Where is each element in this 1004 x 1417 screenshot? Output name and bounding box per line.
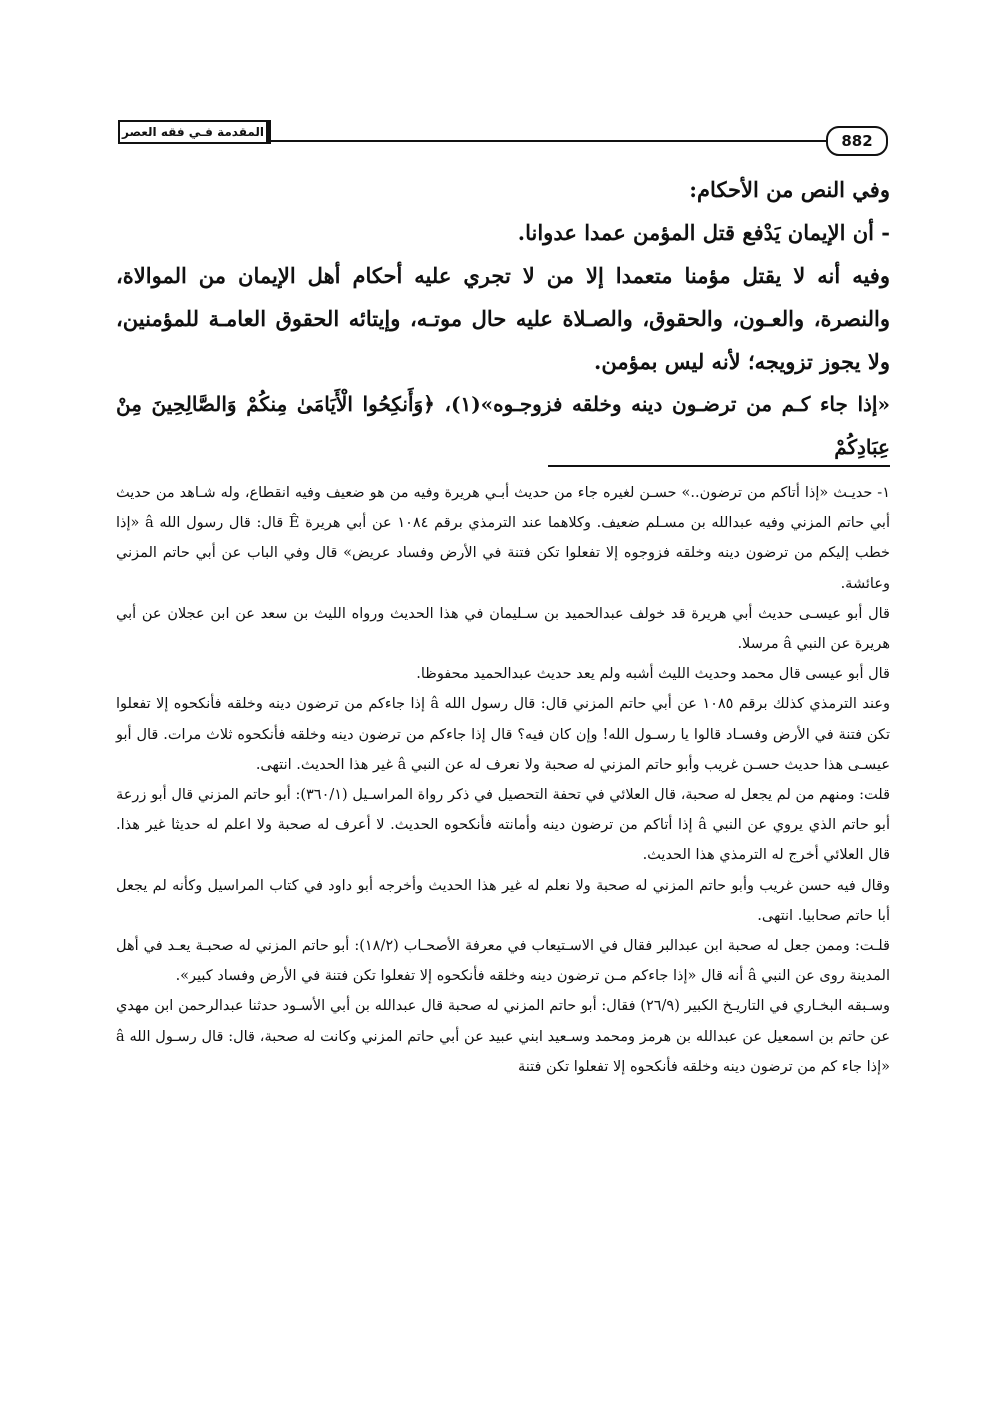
page-header xyxy=(118,118,888,148)
footnote-1: ١- حديـث «إذا أتاكم من ترضون..» حسـن لغيره جاء من حديث أبـي هريرة وفيه من هو ضعيف وفيه انقطاع، وله شـاهد من حديث أبي حاتم المزني وفيه عبدالله بن مسـلم ضعيف. وكلاهما عند الترمذي برقم ١٠٨٤ عن أبي هريرة Ê قال: قال رسول الله â «إذا خطب إليكم من ترضون دينه وخلقه فزوجوه إلا تفعلوا تكن فتنة في الأرض وفساد عريض» قال وفي الباب عن أبي حاتم المزني وعائشة. xyxy=(116,485,890,592)
footnotes xyxy=(116,478,890,1082)
page-number: 882 xyxy=(826,126,888,156)
paragraph-faith-ruling: - أن الإيمان يَدْفع قتل المؤمن عمدا عدوانا. xyxy=(517,220,890,245)
footnote-separator xyxy=(548,465,890,467)
footnote-paragraph: وعند الترمذي كذلك برقم ١٠٨٥ عن أبي حاتم المزني قال: قال رسول الله â إذا جاءكم من ترضون دينه وخلقه فأنكحوه إلا تفعلوا تكن فتنة في الأرض وفسـاد قالوا يا رسـول الله! وإن كان فيه؟ قال إذا جاءكم من ترضون دينه وخلقه فأنكحوه ثلاث مرات. قال أبو عيسـى هذا حديث حسـن غريب وأبو حاتم المزني له صحبة ولا نعرف له عن النبي â غير هذا الحديث. انتهى. xyxy=(116,696,890,773)
book-title: المقدمة فـي فقه العصر xyxy=(118,120,271,144)
main-text xyxy=(116,168,890,469)
footnote-paragraph: وسـبقه البخـاري في التاريـخ الكبير (٢٦/٩) فقال: أبو حاتم المزني له صحبة قال عبدالله بن أبي الأسـود حدثنا عبدالرحمن ابن مهدي عن حاتم بن اسمعيل عن عبدالله بن هرمز ومحمد وسـعيد ابني عبيد عن أبي حاتم المزني وكانت له صحبة، قال: قال رسـول الله â «إذا جاء كم من ترضون دينه وخلقه فأنكحوه إلا تفعلوا تكن فتنة xyxy=(116,998,890,1075)
paragraph-hadith-quote: «إذا جاء كـم من ترضـون دينه وخلقه فزوجـوه»(١)، ﴿وَأَنكِحُوا الْأَيَامَىٰ مِنكُمْ وَالصَّالِحِينَ مِنْ عِبَادِكُمْ xyxy=(116,392,890,459)
paragraph-rulings-intro: وفي النص من الأحكام: xyxy=(689,177,890,202)
footnote-paragraph: وقال فيه حسن غريب وأبو حاتم المزني له صحبة ولا نعلم له غير هذا الحديث وأخرجه أبو داود في كتاب المراسيل وكأنه لم يجعل أبا حاتم صحابيا. انتهى. xyxy=(116,877,890,924)
paragraph-rulings-detail: وفيه أنه لا يقتل مؤمنا متعمدا إلا من لا تجري عليه أحكام أهل الإيمان من الموالاة، والنصرة، والعـون، والحقوق، والصـلاة عليه حال موتـه، وإيتائه الحقوق العامـة للمؤمنين، ولا يجوز تزويجه؛ لأنه ليس بمؤمن. xyxy=(116,263,890,374)
footnote-paragraph: قلـت: وممن جعل له صحبة ابن عبدالبر فقال في الاسـتيعاب في معرفة الأصحـاب (١٨/٢): أبو حاتم المزني له صحبـة يعـد في أهل المدينة روى عن النبي â أنه قال «إذا جاءكم مـن ترضون دينه وخلقه فأنكحوه إلا تفعلوا تكن فتنة في الأرض وفساد كبير». xyxy=(116,938,890,985)
footnote-paragraph: قال أبو عيسـى حديث أبي هريرة قد خولف عبدالحميد بن سـليمان في هذا الحديث ورواه الليث بن سعد عن ابن عجلان عن أبي هريرة عن النبي â مرسلا. xyxy=(116,605,890,653)
footnote-paragraph: قال أبو عيسى قال محمد وحديث الليث أشبه ولم يعد حديث عبدالحميد محفوظا. xyxy=(416,666,890,683)
footnote-paragraph: قلت: ومنهم من لم يجعل له صحبة، قال العلائي في تحفة التحصيل في ذكر رواة المراسـيل (٣٦٠/١): أبو حاتم المزني قال أبو زرعة أبو حاتم الذي يروي عن النبي â إذا أتاكم من ترضون دينه وأمانته فأنكحوه الحديث. لا أعرف له صحبة ولا اعلم له حديثا غير هذا. قال العلائي أخرج له الترمذي هذا الحديث. xyxy=(116,787,891,864)
